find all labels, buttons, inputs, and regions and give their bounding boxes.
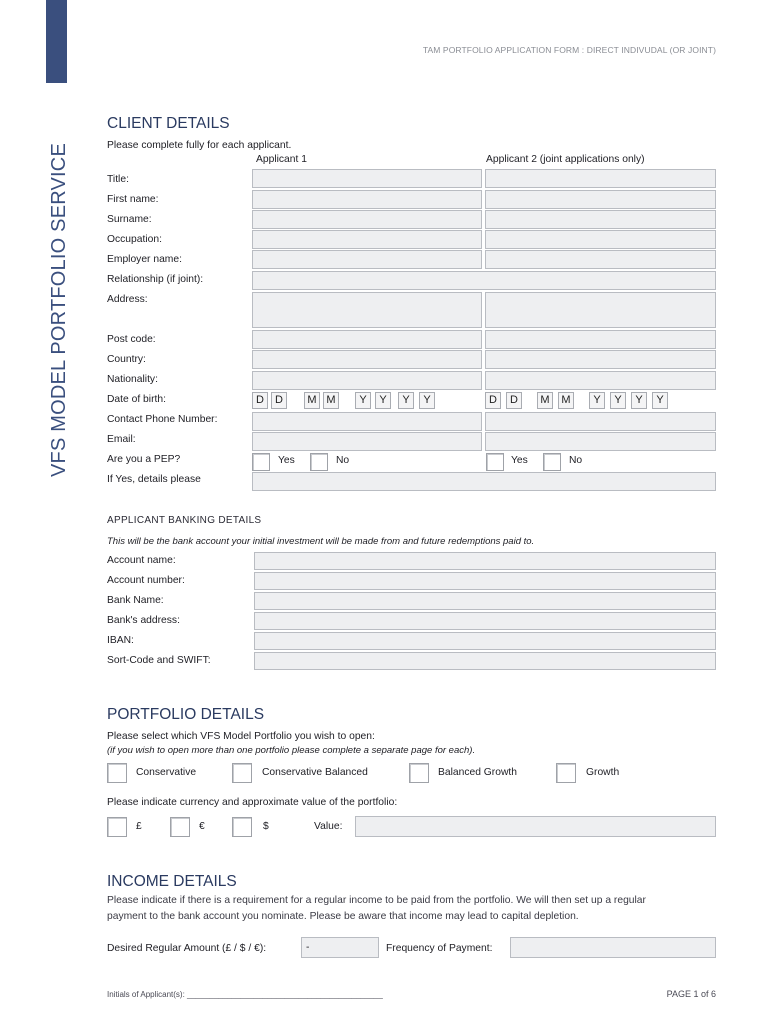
email-label: Email: xyxy=(107,434,136,445)
applicant1-occupation-field[interactable] xyxy=(252,230,482,249)
portfolio-details-heading: PORTFOLIO DETAILS xyxy=(107,706,265,723)
applicant1-nationality-field[interactable] xyxy=(252,371,482,390)
side-title xyxy=(48,117,70,477)
pep-details-field[interactable] xyxy=(252,472,716,491)
bank-name-field[interactable] xyxy=(254,592,716,610)
account-number-label: Account number: xyxy=(107,575,185,586)
applicant2-dob-day1[interactable]: D xyxy=(485,392,501,409)
currency-intro: Please indicate currency and approximate value of the portfolio: xyxy=(107,797,398,808)
relationship-label: Relationship (if joint): xyxy=(107,274,204,285)
value-label: Value: xyxy=(314,821,343,832)
applicant2-nationality-field[interactable] xyxy=(485,371,716,390)
side-title-text: VFS MODEL PORTFOLIO SERVICE xyxy=(48,143,70,477)
applicant1-employer-field[interactable] xyxy=(252,250,482,269)
page-header: TAM PORTFOLIO APPLICATION FORM : DIRECT INDIVUDAL (OR JOINT) xyxy=(422,45,716,55)
address-label: Address: xyxy=(107,294,148,305)
applicant1-country-field[interactable] xyxy=(252,350,482,369)
applicant1-email-field[interactable] xyxy=(252,432,482,451)
applicant1-pep-no-label: No xyxy=(336,455,350,466)
currency-eur-checkbox[interactable] xyxy=(170,817,190,837)
applicant2-dob-year4[interactable]: Y xyxy=(652,392,668,409)
applicant2-dob-day2[interactable]: D xyxy=(506,392,522,409)
iban-label: IBAN: xyxy=(107,635,134,646)
page-number: PAGE 1 of 6 xyxy=(666,989,716,999)
balanced-growth-checkbox[interactable] xyxy=(409,763,429,783)
applicant1-dob-month1[interactable]: M xyxy=(304,392,320,409)
desired-amount-field[interactable] xyxy=(301,937,379,958)
employer-label: Employer name: xyxy=(107,254,182,265)
applicant1-dob-year3[interactable]: Y xyxy=(398,392,414,409)
occupation-label: Occupation: xyxy=(107,234,162,245)
postcode-label: Post code: xyxy=(107,334,156,345)
balanced-growth-label: Balanced Growth xyxy=(438,767,517,778)
applicant2-employer-field[interactable] xyxy=(485,250,716,269)
growth-label: Growth xyxy=(586,767,620,778)
bank-address-field[interactable] xyxy=(254,612,716,630)
initials-line: Initials of Applicant(s): ____________________________________________ xyxy=(107,990,383,999)
applicant2-dob-month2[interactable]: M xyxy=(558,392,574,409)
applicant1-dob-year1[interactable]: Y xyxy=(355,392,371,409)
conservative-balanced-checkbox[interactable] xyxy=(232,763,252,783)
frequency-label: Frequency of Payment: xyxy=(386,943,493,954)
applicant1-pep-no-checkbox[interactable] xyxy=(310,453,328,471)
applicant2-dob-year1[interactable]: Y xyxy=(589,392,605,409)
applicant2-surname-field[interactable] xyxy=(485,210,716,229)
surname-label: Surname: xyxy=(107,214,152,225)
applicant1-address-field[interactable] xyxy=(252,292,482,328)
applicant2-occupation-field[interactable] xyxy=(485,230,716,249)
applicant1-first-name-field[interactable] xyxy=(252,190,482,209)
sort-swift-field[interactable] xyxy=(254,652,716,670)
portfolio-intro: Please select which VFS Model Portfolio you wish to open: xyxy=(107,731,375,742)
nationality-label: Nationality: xyxy=(107,374,158,385)
applicant1-dob-year4[interactable]: Y xyxy=(419,392,435,409)
frequency-field[interactable] xyxy=(510,937,716,958)
applicant2-pep-no-label: No xyxy=(569,455,583,466)
applicant2-country-field[interactable] xyxy=(485,350,716,369)
phone-label: Contact Phone Number: xyxy=(107,414,218,425)
income-text-line1: Please indicate if there is a requirement for a regular income to be paid from the portfolio. We will then set up a regular xyxy=(107,895,646,906)
banking-heading: APPLICANT BANKING DETAILS xyxy=(107,515,262,526)
sort-swift-label: Sort-Code and SWIFT: xyxy=(107,655,211,666)
header-accent-bar xyxy=(46,0,67,83)
applicant1-title-field[interactable] xyxy=(252,169,482,188)
relationship-field[interactable] xyxy=(252,271,716,290)
currency-usd-checkbox[interactable] xyxy=(232,817,252,837)
applicant1-header: Applicant 1 xyxy=(256,154,307,165)
applicant2-title-field[interactable] xyxy=(485,169,716,188)
applicant2-pep-no-checkbox[interactable] xyxy=(543,453,561,471)
desired-amount-value: - xyxy=(306,942,310,953)
applicant1-dob-month2[interactable]: M xyxy=(323,392,339,409)
growth-checkbox[interactable] xyxy=(556,763,576,783)
iban-field[interactable] xyxy=(254,632,716,650)
applicant1-pep-yes-checkbox[interactable] xyxy=(252,453,270,471)
client-details-heading: CLIENT DETAILS xyxy=(107,115,230,132)
applicant2-phone-field[interactable] xyxy=(485,412,716,431)
applicant2-pep-yes-label: Yes xyxy=(511,455,528,466)
applicant2-postcode-field[interactable] xyxy=(485,330,716,349)
applicant2-dob-year3[interactable]: Y xyxy=(631,392,647,409)
applicant2-dob-year2[interactable]: Y xyxy=(610,392,626,409)
bank-address-label: Bank's address: xyxy=(107,615,180,626)
currency-gbp-checkbox[interactable] xyxy=(107,817,127,837)
desired-amount-label: Desired Regular Amount (£ / $ / €): xyxy=(107,943,267,954)
applicant1-postcode-field[interactable] xyxy=(252,330,482,349)
client-intro: Please complete fully for each applicant. xyxy=(107,140,292,151)
applicant1-surname-field[interactable] xyxy=(252,210,482,229)
applicant2-address-field[interactable] xyxy=(485,292,716,328)
applicant2-first-name-field[interactable] xyxy=(485,190,716,209)
portfolio-note: (if you wish to open more than one portfolio please complete a separate page for each). xyxy=(107,745,476,756)
bank-name-label: Bank Name: xyxy=(107,595,164,606)
account-name-field[interactable] xyxy=(254,552,716,570)
account-number-field[interactable] xyxy=(254,572,716,590)
income-details-heading: INCOME DETAILS xyxy=(107,873,237,890)
applicant1-dob-year2[interactable]: Y xyxy=(375,392,391,409)
income-text-line2: payment to the bank account you nominate. Please be aware that income may lead to capital depletion. xyxy=(107,911,579,922)
applicant1-dob-day1[interactable]: D xyxy=(252,392,268,409)
country-label: Country: xyxy=(107,354,146,365)
applicant2-dob-month1[interactable]: M xyxy=(537,392,553,409)
conservative-label: Conservative xyxy=(136,767,197,778)
applicant1-phone-field[interactable] xyxy=(252,412,482,431)
first-name-label: First name: xyxy=(107,194,159,205)
currency-gbp-label: £ xyxy=(136,821,142,832)
currency-eur-label: € xyxy=(199,821,205,832)
banking-note: This will be the bank account your initial investment will be made from and future redemptions paid to. xyxy=(107,536,535,547)
conservative-checkbox[interactable] xyxy=(107,763,127,783)
conservative-balanced-label: Conservative Balanced xyxy=(262,767,368,778)
applicant1-pep-yes-label: Yes xyxy=(278,455,295,466)
applicant2-pep-yes-checkbox[interactable] xyxy=(486,453,504,471)
dob-label: Date of birth: xyxy=(107,394,166,405)
applicant1-dob-day2[interactable]: D xyxy=(271,392,287,409)
portfolio-value-field[interactable] xyxy=(355,816,716,837)
pep-details-label: If Yes, details please xyxy=(107,474,201,485)
applicant2-email-field[interactable] xyxy=(485,432,716,451)
pep-label: Are you a PEP? xyxy=(107,454,181,465)
applicant2-header: Applicant 2 (joint applications only) xyxy=(486,154,645,165)
title-label: Title: xyxy=(107,174,129,185)
account-name-label: Account name: xyxy=(107,555,176,566)
currency-usd-label: $ xyxy=(263,821,269,832)
